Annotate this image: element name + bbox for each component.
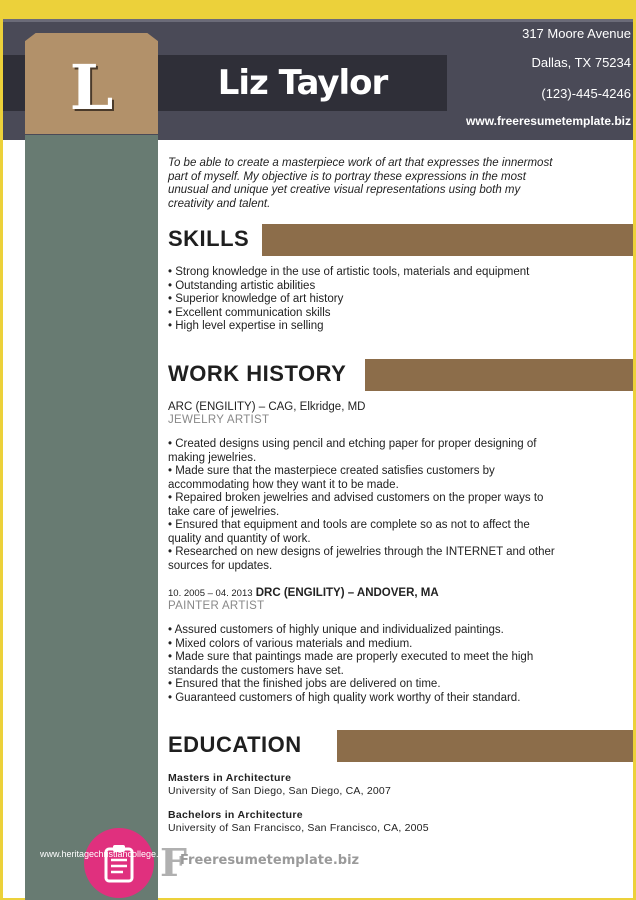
skill-item: • Superior knowledge of art history (168, 293, 344, 305)
education-heading: EDUCATION (168, 732, 302, 757)
objective-text: To be able to create a masterpiece work of art that expresses the innermost part of myself. My objective is to portray these expressions in the most unusual and unique yet creative visual representations using both my creativity and talent. (168, 157, 553, 210)
phone-number: (123)-445-4246 (541, 86, 631, 101)
monogram-letter: L (69, 51, 114, 124)
education-1-degree: Masters in Architecture (168, 772, 292, 784)
skills-heading-bar (262, 224, 633, 256)
job-2-company: DRC (ENGILITY) – ANDOVER, MA (255, 587, 439, 599)
address-line-1: 317 Moore Avenue (522, 26, 631, 41)
address-line-2: Dallas, TX 75234 (531, 55, 631, 70)
duty-item: • Made sure that paintings made are properly executed to meet the high standards the customers have set. (168, 651, 534, 677)
duty-item: • Researched on new designs of jewelries through the INTERNET and other sources for updates. (168, 546, 555, 572)
skill-item: • Excellent communication skills (168, 306, 331, 319)
job-1-company: ARC (ENGILITY) (168, 401, 256, 413)
header-top-line (3, 19, 633, 22)
work-history-heading: WORK HISTORY (168, 361, 347, 386)
job-2-header (168, 587, 439, 599)
candidate-name: Liz Taylor (217, 63, 388, 103)
education-2-school: University of San Francisco, San Francisco, CA, 2005 (168, 822, 429, 834)
skill-item: • Outstanding artistic abilities (168, 279, 316, 292)
watermark-badge (84, 828, 154, 898)
education-1-school: University of San Diego, San Diego, CA, 2007 (168, 785, 391, 797)
job-2-role: PAINTER ARTIST (168, 600, 265, 612)
education-heading-bar (337, 730, 633, 762)
website-link[interactable]: www.freeresumetemplate.biz (466, 114, 631, 128)
watermark-url: www.heritagechristiancollege.com (40, 849, 176, 859)
duty-item: • Made sure that the masterpiece created satisfies customers by accommodating how they want it to be made. (168, 465, 495, 491)
work-history-heading-bar (365, 359, 633, 391)
job-1-duties (168, 438, 563, 573)
watermark-logo-letter: F (160, 840, 187, 885)
duty-item: • Created designs using pencil and etching paper for proper designing of making jewelries. (168, 438, 537, 464)
duty-item: • Repaired broken jewelries and advised customers on the proper ways to take care of jewelries. (168, 492, 544, 518)
name-bar-left-stub (3, 55, 25, 111)
left-sidebar (25, 135, 158, 900)
job-1-role: JEWELRY ARTIST (168, 414, 270, 426)
skills-heading: SKILLS (168, 226, 250, 251)
skills-list (168, 266, 529, 334)
skill-item: • Strong knowledge in the use of artistic tools, materials and equipment (168, 266, 530, 278)
job-1-location: – CAG, Elkridge, MD (255, 401, 366, 413)
duty-item: • Guaranteed customers of high quality work worthy of their standard. (168, 691, 521, 704)
duty-item: • Ensured that equipment and tools are complete so as not to affect the quality and quantity of work. (168, 519, 530, 545)
education-2-degree: Bachelors in Architecture (168, 809, 303, 821)
duty-item: • Ensured that the finished jobs are delivered on time. (168, 678, 441, 690)
job-2-date: 10. 2005 – 04. 2013 (168, 588, 253, 599)
job-2-duties (168, 624, 563, 705)
skill-item: • High level expertise in selling (168, 320, 324, 332)
duty-item: • Mixed colors of various materials and medium. (168, 637, 413, 650)
duty-item: • Assured customers of highly unique and individualized paintings. (168, 624, 504, 636)
job-1-header (168, 401, 365, 413)
watermark-site: Freeresumetemplate.biz (180, 853, 360, 868)
